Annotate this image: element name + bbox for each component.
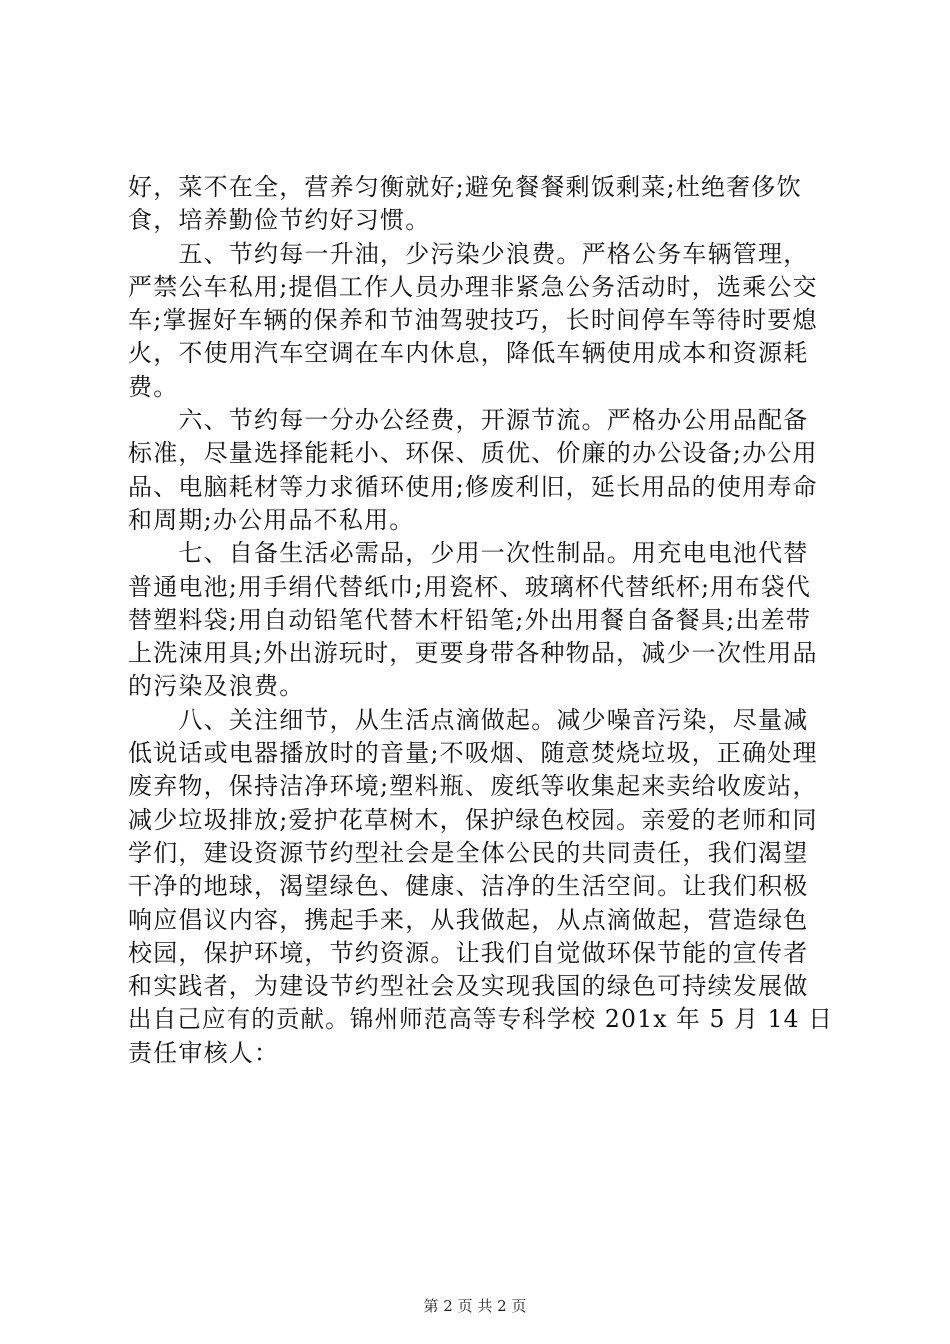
text-line: 和周期;办公用品不私用。 xyxy=(128,505,415,534)
page-number-footer: 第 2 页 共 2 页 xyxy=(423,1297,527,1315)
text-line: 校园，保护环境，节约资源。让我们自觉做环保节能的宣传者 xyxy=(128,938,809,967)
text-line: 六、节约每一分办公经费，开源节流。严格办公用品配备 xyxy=(128,406,809,435)
text-line: 品、电脑耗材等力求循环使用;修废利旧，延长用品的使用寿命 xyxy=(128,472,818,501)
text-line: 普通电池;用手绢代替纸巾;用瓷杯、玻璃杯代替纸杯;用布袋代 xyxy=(128,572,812,601)
text-line: 出自己应有的贡献。锦州师范高等专科学校 201x 年 5 月 14 日 xyxy=(128,1005,834,1034)
text-line: 好，菜不在全，营养匀衡就好;避免餐餐剩饭剩菜;杜绝奢侈饮 xyxy=(128,173,802,201)
text-line: 严禁公车私用;提倡工作人员办理非紧急公务活动时，选乘公交 xyxy=(128,272,818,301)
text-line: 车;掌握好车辆的保养和节油驾驶技巧，长时间停车等待时要熄 xyxy=(128,306,818,335)
text-line: 七、自备生活必需品，少用一次性制品。用充电电池代替 xyxy=(128,539,809,568)
text-line: 标准，尽量选择能耗小、环保、质优、价廉的办公设备;办公用 xyxy=(128,439,818,468)
text-line: 废弃物，保持洁净环境;塑料瓶、废纸等收集起来卖给收废站， xyxy=(128,772,818,801)
text-line: 的污染及浪费。 xyxy=(128,672,305,701)
text-line: 上洗涑用具;外出游玩时，更要身带各种物品，减少一次性用品 xyxy=(128,639,818,668)
text-line: 学们，建设资源节约型社会是全体公民的共同责任，我们渴望 xyxy=(128,838,809,867)
text-line: 责任审核人： xyxy=(128,1038,280,1067)
text-line: 五、节约每一升油，少污染少浪费。严格公务车辆管理， xyxy=(128,239,809,268)
text-line: 替塑料袋;用自动铅笔代替木杆铅笔;外出用餐自备餐具;出差带 xyxy=(128,605,812,634)
text-line: 费。 xyxy=(128,372,179,401)
text-line: 减少垃圾排放;爱护花草树木，保护绿色校园。亲爱的老师和同 xyxy=(128,805,818,834)
text-line: 八、关注细节，从生活点滴做起。减少噪音污染，尽量减 xyxy=(128,705,809,734)
text-line: 低说话或电器播放时的音量;不吸烟、随意焚烧垃圾，正确处理 xyxy=(128,739,818,768)
text-line: 响应倡议内容，携起手来，从我做起，从点滴做起，营造绿色 xyxy=(128,905,809,934)
text-line: 干净的地球，渴望绿色、健康、洁净的生活空间。让我们积极 xyxy=(128,872,809,901)
text-line: 和实践者，为建设节约型社会及实现我国的绿色可持续发展做 xyxy=(128,972,809,1001)
text-line: 火，不使用汽车空调在车内休息，降低车辆使用成本和资源耗 xyxy=(128,339,809,368)
document-body xyxy=(128,171,833,1070)
text-line: 食，培养勤俭节约好习惯。 xyxy=(128,206,431,235)
